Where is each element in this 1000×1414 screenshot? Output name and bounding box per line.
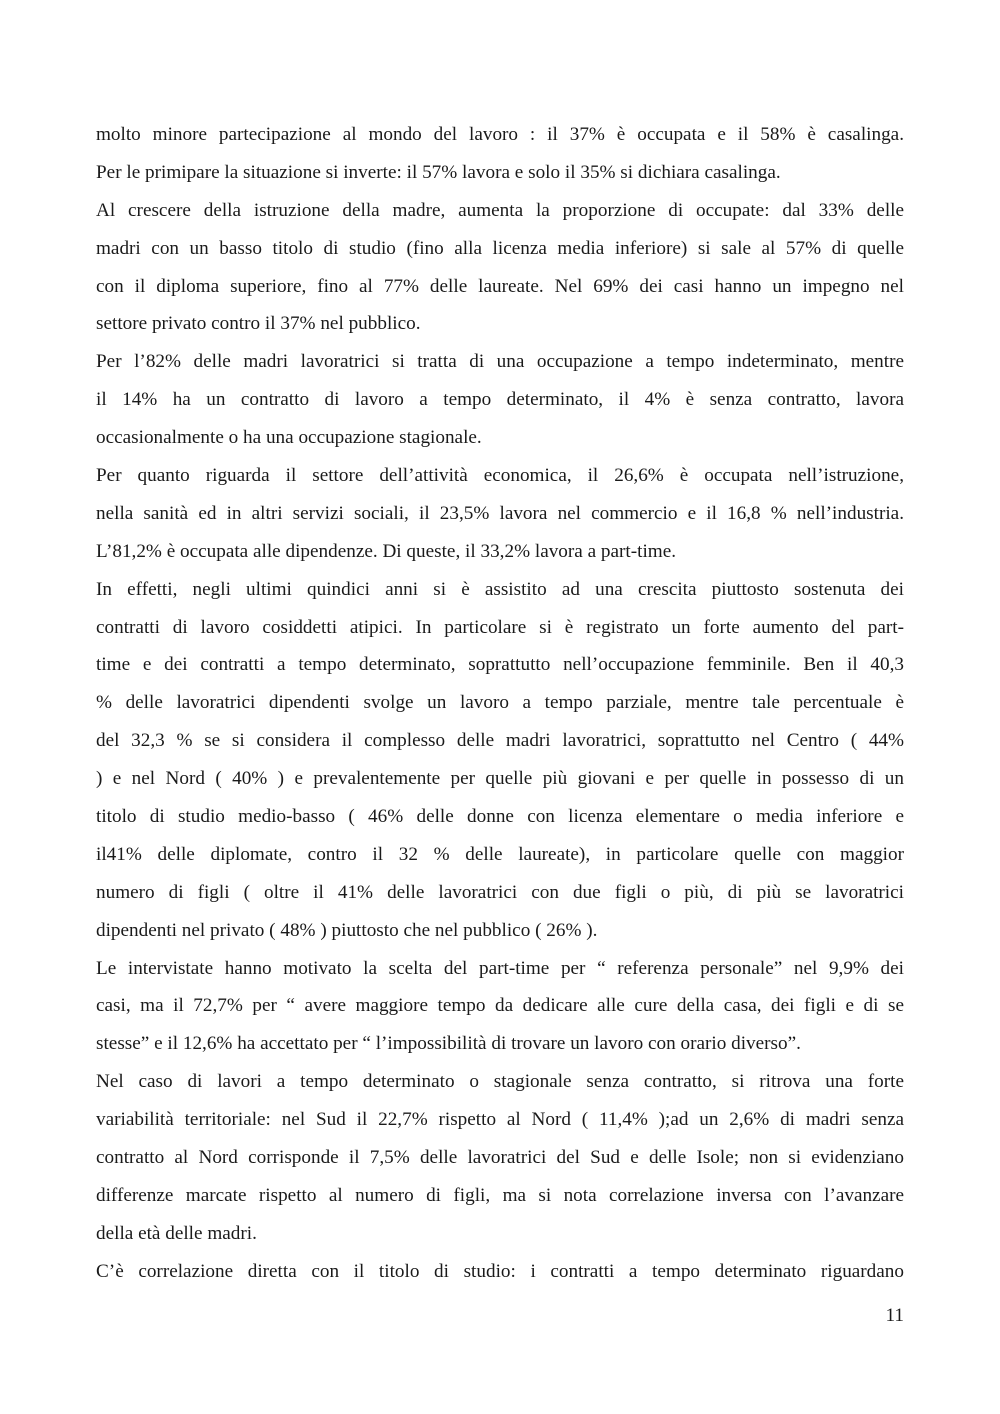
text-line: molto minore partecipazione al mondo del lavoro : il 37% è occupata e il 58% è casalinga.: [96, 124, 904, 145]
text-line: del 32,3 % se si considera il complesso delle madri lavoratrici, soprattutto nel Centro ( 44%: [96, 730, 904, 752]
text-line: C’è correlazione diretta con il titolo di studio: i contratti a tempo determinato riguardano: [96, 1260, 904, 1282]
text-line: ) e nel Nord ( 40% ) e prevalentemente per quelle più giovani e per quelle in possesso di un: [96, 768, 904, 790]
text-line: Le intervistate hanno motivato la scelta del part-time per “ referenza personale” nel 9,9% dei: [96, 957, 904, 979]
body-text: [96, 116, 904, 1291]
text-line: numero di figli ( oltre il 41% delle lavoratrici con due figli o più, di più se lavoratrici: [96, 881, 904, 903]
text-line: dipendenti nel privato ( 48% ) piuttosto che nel pubblico ( 26% ).: [96, 919, 598, 941]
paragraph: [96, 1253, 904, 1291]
text-line: nella sanità ed in altri servizi sociali, il 23,5% lavora nel commercio e il 16,8 % nell’industria.: [96, 502, 904, 524]
text-line: il41% delle diplomate, contro il 32 % delle laureate), in particolare quelle con maggior: [96, 843, 904, 865]
text-line: Per quanto riguarda il settore dell’attività economica, il 26,6% è occupata nell’istruzione,: [96, 465, 904, 487]
text-line: madri con un basso titolo di studio (fino alla licenza media inferiore) si sale al 57% di quelle: [96, 237, 904, 259]
text-line: Nel caso di lavori a tempo determinato o stagionale senza contratto, si ritrova una forte: [96, 1071, 904, 1093]
page-number: 11: [885, 1305, 904, 1326]
text-line: contratti di lavoro cosiddetti atipici. In particolare si è registrato un forte aumento del part-: [96, 616, 904, 638]
paragraph: [96, 1063, 904, 1252]
text-line: occasionalmente o ha una occupazione stagionale.: [96, 427, 482, 449]
text-line: titolo di studio medio-basso ( 46% delle donne con licenza elementare o media inferiore e: [96, 806, 904, 828]
text-line: In effetti, negli ultimi quindici anni si è assistito ad una crescita piuttosto sostenuta dei: [96, 578, 904, 600]
text-line: Per l’82% delle madri lavoratrici si tratta di una occupazione a tempo indeterminato, mentre: [96, 351, 904, 373]
text-line: Per le primipare la situazione si inverte: il 57% lavora e solo il 35% si dichiara casalinga.: [96, 161, 781, 183]
text-line: variabilità territoriale: nel Sud il 22,7% rispetto al Nord ( 11,4% );ad un 2,6% di madri senza: [96, 1109, 904, 1131]
paragraph: [96, 457, 904, 571]
paragraph: [96, 950, 904, 1064]
text-line: % delle lavoratrici dipendenti svolge un lavoro a tempo parziale, mentre tale percentuale è: [96, 692, 904, 714]
text-line: casi, ma il 72,7% per “ avere maggiore tempo da dedicare alle cure della casa, dei figli e di se: [96, 995, 904, 1017]
paragraph: [96, 192, 904, 344]
paragraph: [96, 116, 904, 192]
text-line: con il diploma superiore, fino al 77% delle laureate. Nel 69% dei casi hanno un impegno nel: [96, 275, 904, 297]
text-line: stesse” e il 12,6% ha accettato per “ l’impossibilità di trovare un lavoro con orario diverso”.: [96, 1033, 801, 1055]
text-line: settore privato contro il 37% nel pubblico.: [96, 313, 421, 335]
text-line: Al crescere della istruzione della madre, aumenta la proporzione di occupate: dal 33% delle: [96, 199, 904, 221]
text-line: time e dei contratti a tempo determinato, soprattutto nell’occupazione femminile. Ben il 40,3: [96, 654, 904, 676]
paragraph: [96, 571, 904, 950]
text-line: differenze marcate rispetto al numero di figli, ma si nota correlazione inversa con l’avanzare: [96, 1184, 904, 1206]
text-line: il 14% ha un contratto di lavoro a tempo determinato, il 4% è senza contratto, lavora: [96, 389, 904, 411]
text-line: L’81,2% è occupata alle dipendenze. Di queste, il 33,2% lavora a part-time.: [96, 540, 677, 562]
paragraph: [96, 343, 904, 457]
text-line: contratto al Nord corrisponde il 7,5% delle lavoratrici del Sud e delle Isole; non si evidenziano: [96, 1147, 904, 1169]
text-line: della età delle madri.: [96, 1222, 257, 1244]
